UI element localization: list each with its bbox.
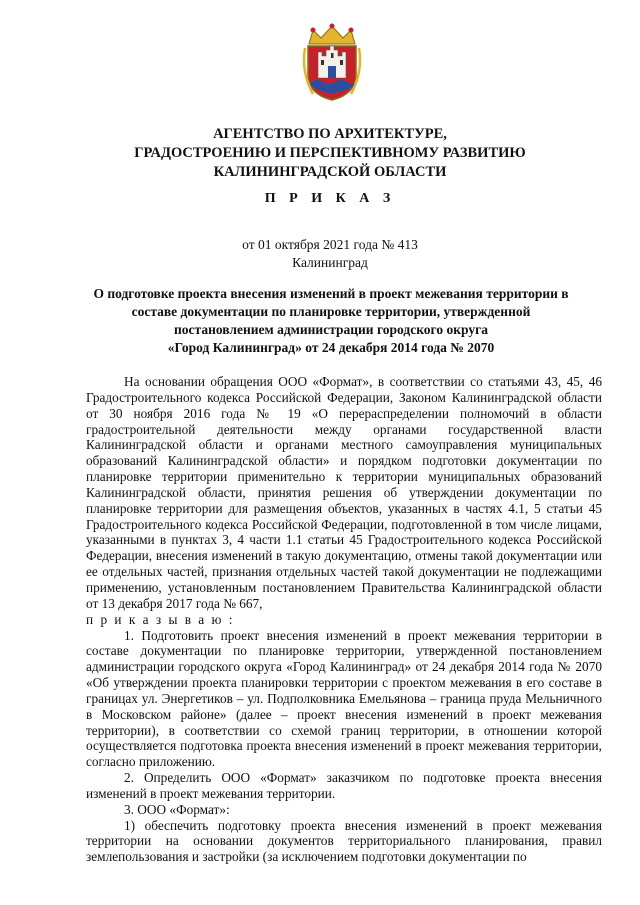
item-3-1-paragraph: 1) обеспечить подготовку проекта внесения изменений в проект межевания территории на основании документов территориального планирования, правил землепользования и застройки (за исключением подготовки документации по bbox=[86, 817, 602, 865]
order-city: Калининград bbox=[292, 255, 368, 270]
order-subject bbox=[86, 285, 576, 357]
preamble-paragraph: На основании обращения ООО «Формат», в соответствии со статьями 43, 45, 46 Градостроительного кодекса Российской Федерации, Законом Калининградской области от 30 ноября 2016 года № 19 «О перераспределении полномочий в области градостроительной деятельности между органами государственной власти Калининградской области и органами местного самоуправления муниципальных образований Калининградской области» и порядком подготовки документации по планировке территории применительно к территории муниципальных образований Калининградской области, принятия решения об утверждении документации по планировке территории для размещения объектов, указанных в частях 4.1, 5 статьи 45 Градостроительного кодекса Российской Федерации, подготовленной в том числе лицами, указанными в пунктах 3, 4 части 1.1 статьи 45 Градостроительного кодекса Российской Федерации, внесения изменений в такую документацию, отмены такой документации или ее отдельных частей, признания отдельных частей такой документации не подлежащими применению, установленным постановлением Правительства Калининградской области от 13 декабря 2017 года № 667, bbox=[86, 374, 602, 611]
subject-line2: составе документации по планировке территории, утвержденной bbox=[131, 304, 531, 319]
item-2-paragraph: 2. Определить ООО «Формат» заказчиком по подготовке проекта внесения изменений в проект межевания территории. bbox=[86, 770, 602, 801]
decree-word: п р и к а з ы в а ю : bbox=[86, 611, 235, 627]
agency-name-line3: КАЛИНИНГРАДСКОЙ ОБЛАСТИ bbox=[213, 164, 447, 180]
agency-name bbox=[80, 125, 580, 182]
document-type-heading: П Р И К А З bbox=[264, 191, 396, 206]
order-date-block bbox=[80, 236, 580, 272]
subject-line3: постановлением администрации городского округа bbox=[174, 322, 488, 337]
subject-line1: О подготовке проекта внесения изменений в проект межевания территории в bbox=[93, 286, 569, 301]
subject-line4: «Город Калининград» от 24 декабря 2014 года № 2070 bbox=[167, 340, 495, 355]
order-date-number: от 01 октября 2021 года № 413 bbox=[242, 237, 418, 252]
item-3-paragraph: 3. ООО «Формат»: bbox=[124, 801, 230, 817]
agency-name-line1: АГЕНТСТВО ПО АРХИТЕКТУРЕ, bbox=[213, 126, 447, 142]
agency-name-line2: ГРАДОСТРОЕНИЮ И ПЕРСПЕКТИВНОМУ РАЗВИТИЮ bbox=[134, 145, 526, 161]
item-1-paragraph: 1. Подготовить проект внесения изменений в проект межевания территории в составе документации по планировке территории, утвержденной постановлением администрации городского округа «Город Калининград» от 24 декабря 2014 года № 2070 «Об утверждении проекта планировки территории с проектом межевания в его составе в границах ул. Энергетиков – ул. Подполковника Емельянова – граница пруда Мельничного в Московском районе» (далее – проект внесения изменений в проект межевания территории), в соответствии со схемой границ территории, в отношении которой осуществляется подготовка проекта внесения изменений в проект межевания территории, согласно приложению. bbox=[86, 627, 602, 770]
order-body bbox=[86, 374, 602, 865]
kaliningrad-region-coat-of-arms-icon bbox=[301, 22, 363, 102]
